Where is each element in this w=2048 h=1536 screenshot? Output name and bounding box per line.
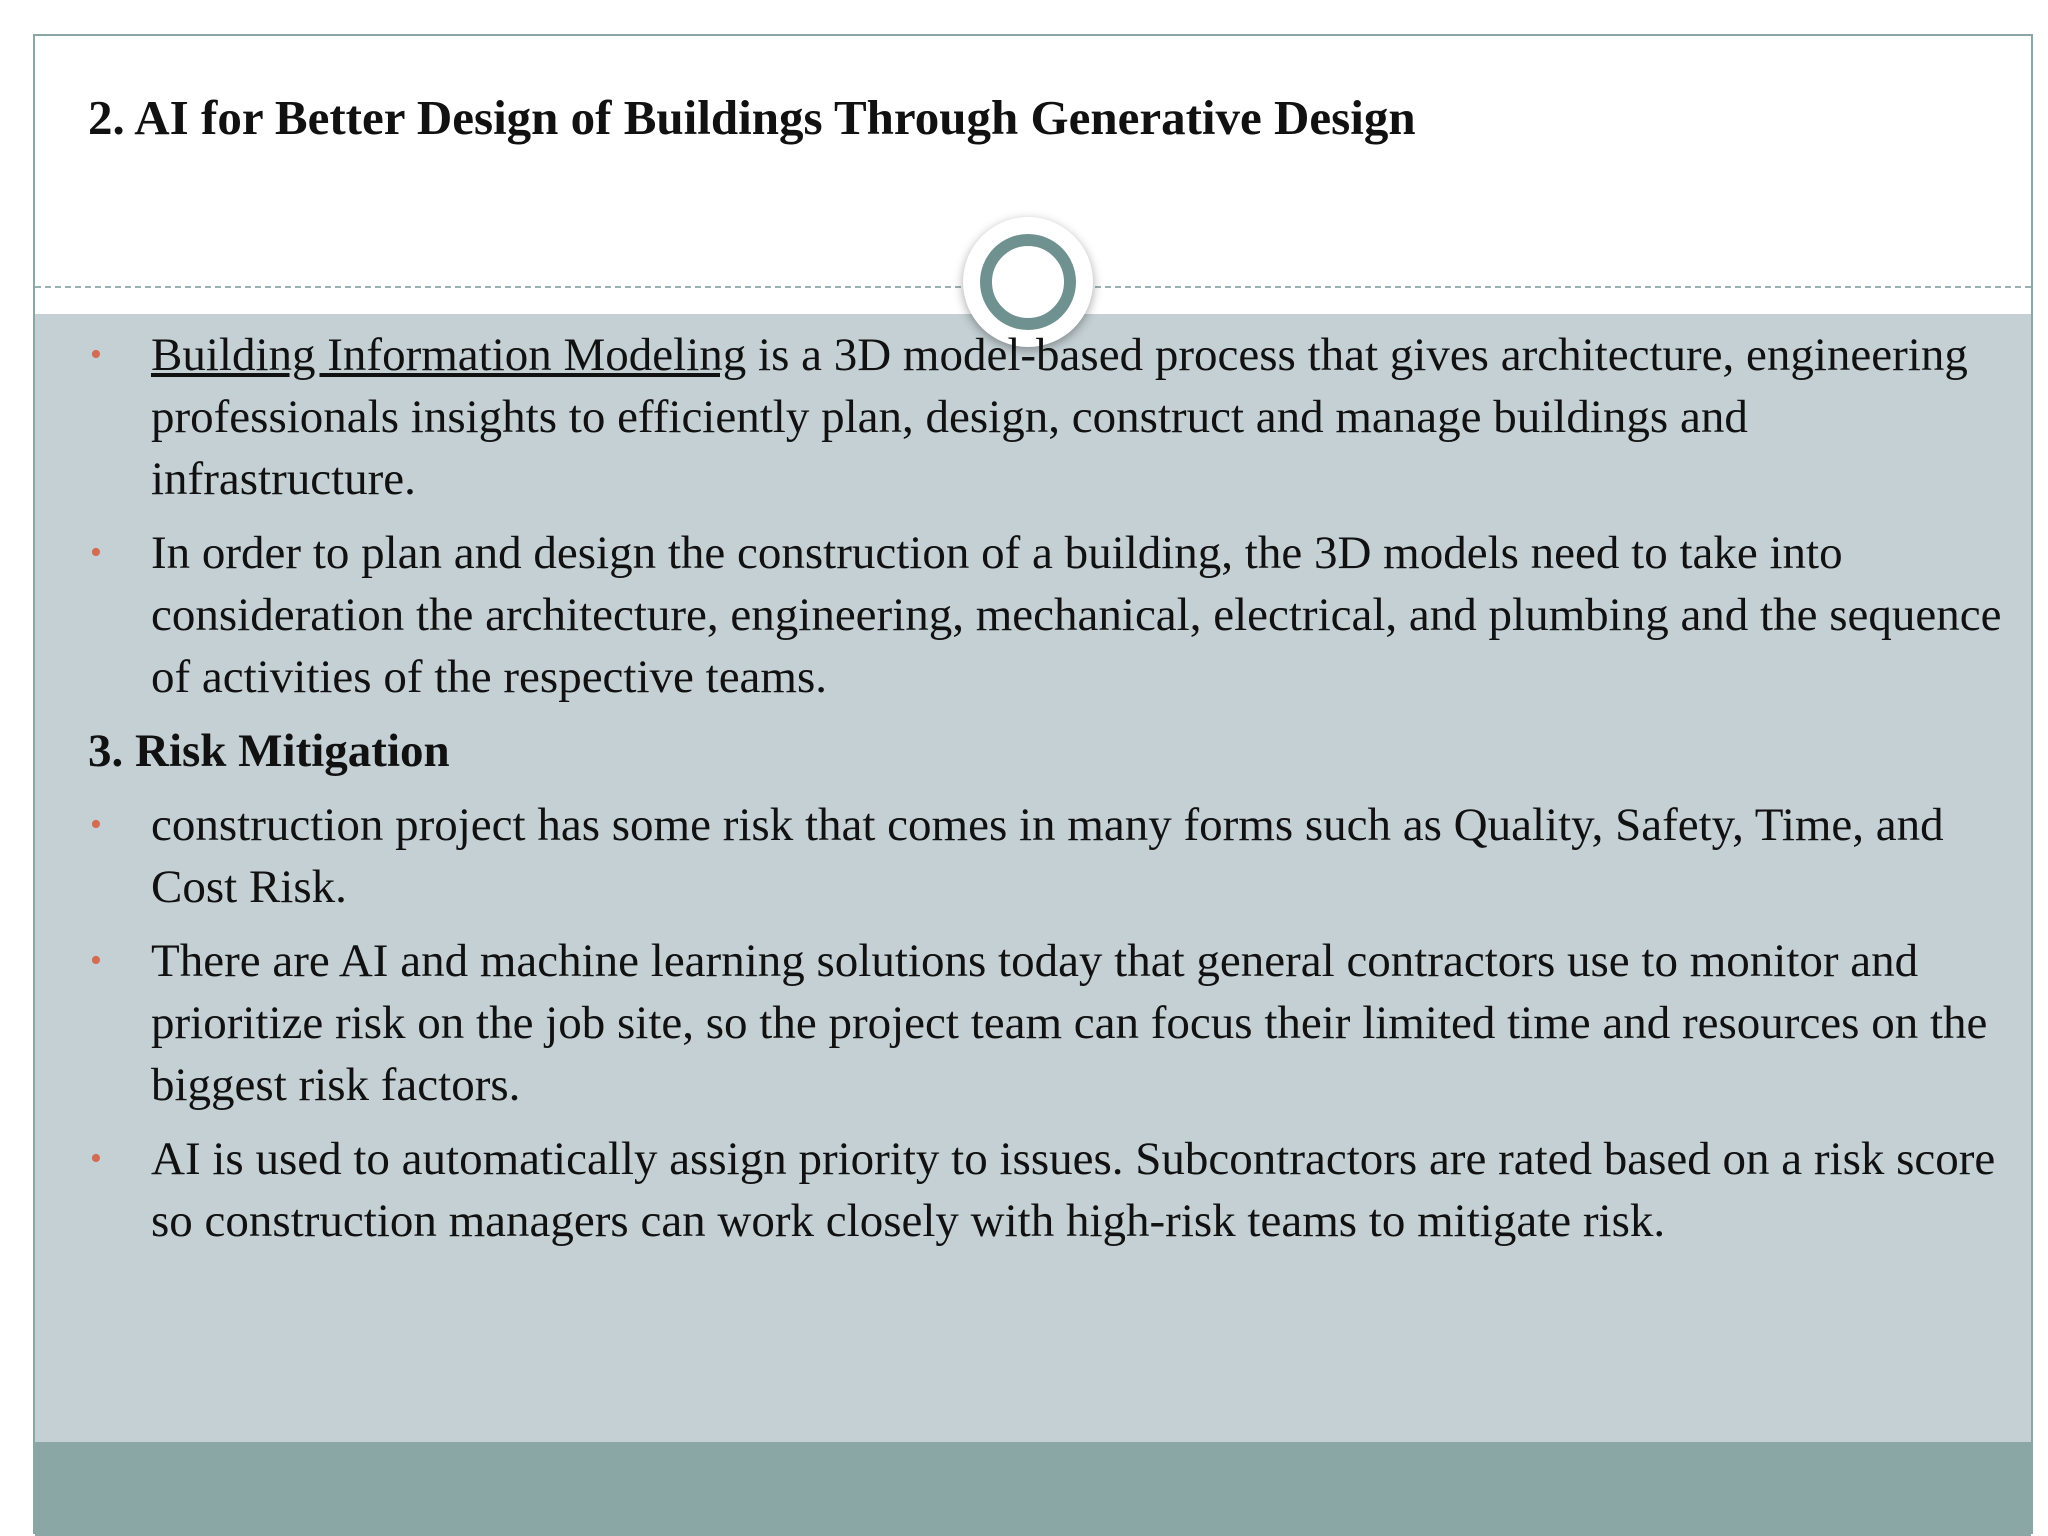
section-heading: 3. Risk Mitigation <box>88 725 450 777</box>
footer-band <box>35 1442 2031 1536</box>
slide-body <box>88 324 2008 1264</box>
bullet-text: There are AI and machine learning solutions today that general contractors use to monitor and prioritize risk on the job site, so the project team can focus their limited time and resources on the biggest risk factors. <box>151 935 1988 1111</box>
bullet-text: AI is used to automatically assign priority to issues. Subcontractors are rated based on a risk score so construction managers can work closely with high-risk teams to mitigate risk. <box>151 1133 1996 1247</box>
bullet-dot-icon: • <box>90 1140 102 1177</box>
bullet-dot-icon: • <box>90 336 102 373</box>
bullet-text: In order to plan and design the construction of a building, the 3D models need to take into consideration the architecture, engineering, mechanical, electrical, and plumbing and the sequence of activities of the respective teams. <box>151 527 2002 703</box>
bullet-text: is a 3D model-based process that gives architecture, engineering professionals insights to efficiently plan, design, construct and manage buildings and infrastructure. <box>151 329 1968 505</box>
slide-title: 2. AI for Better Design of Buildings Through Generative Design <box>88 90 1416 145</box>
bullet-item <box>88 324 2008 510</box>
bullet-item <box>88 794 2008 918</box>
bullet-dot-icon: • <box>90 806 102 843</box>
bullet-text: construction project has some risk that comes in many forms such as Quality, Safety, Time, and Cost Risk. <box>151 799 1944 913</box>
bullet-item <box>88 522 2008 708</box>
bullet-dot-icon: • <box>90 942 102 979</box>
bullet-dot-icon: • <box>90 534 102 571</box>
bim-link[interactable]: Building Information Modeling <box>151 329 747 381</box>
bullet-item <box>88 1128 2008 1252</box>
bullet-item <box>88 930 2008 1116</box>
ring-ornament-icon <box>980 234 1076 330</box>
